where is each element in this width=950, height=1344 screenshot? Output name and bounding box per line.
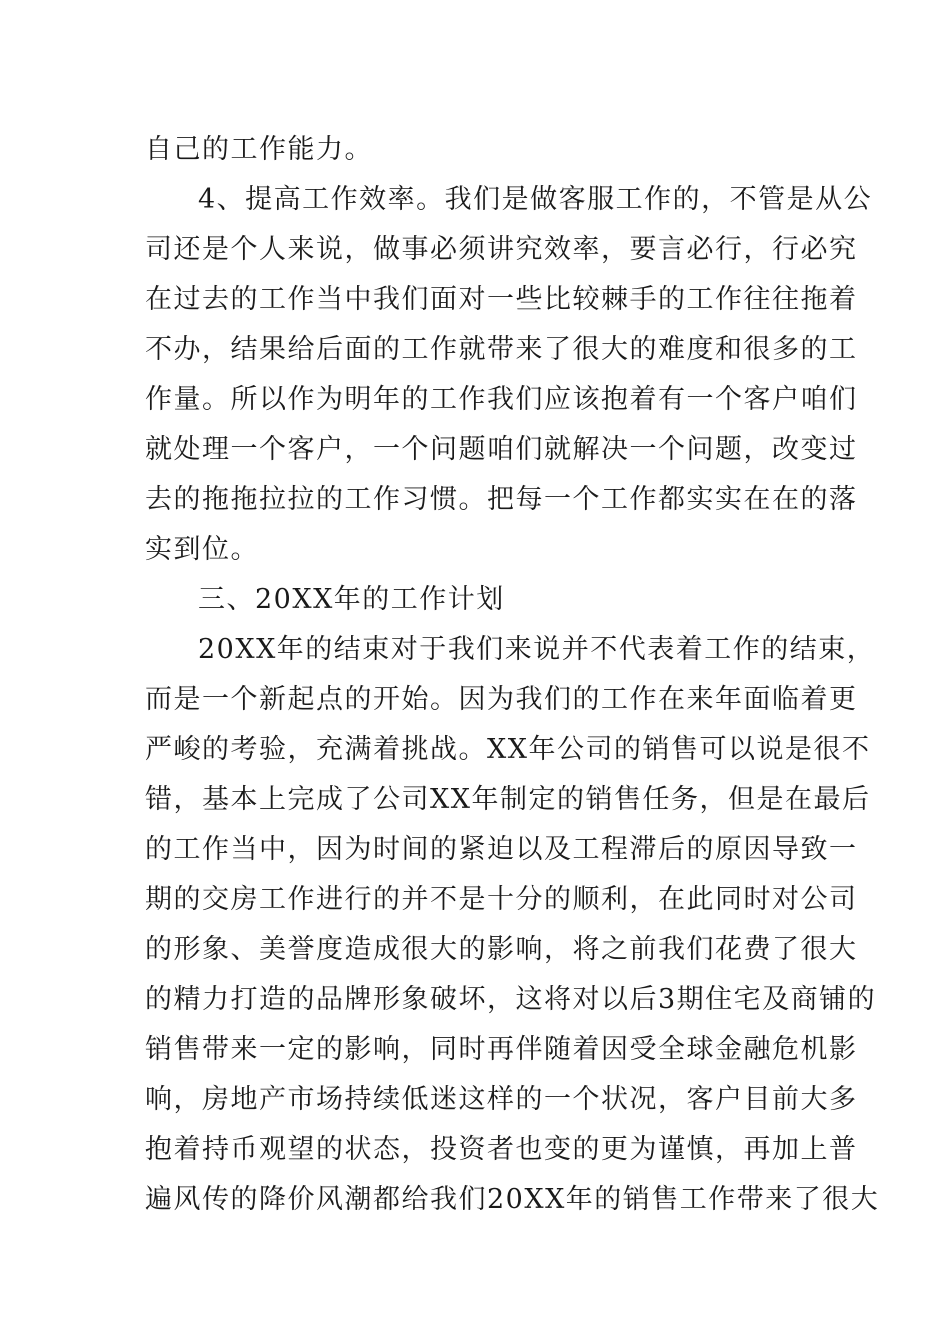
text-line: 响，房地产市场持续低迷这样的一个状况，客户目前大多	[145, 1084, 858, 1115]
text-line: 的精力打造的品牌形象破坏，这将对以后3期住宅及商铺的	[145, 984, 877, 1015]
text-line: 不办，结果给后面的工作就带来了很大的难度和很多的工	[145, 334, 858, 365]
text-line: 司还是个人来说，做事必须讲究效率，要言必行，行必究	[145, 234, 858, 265]
text-line: 错，基本上完成了公司XX年制定的销售任务，但是在最后	[145, 784, 871, 815]
text-line: 的形象、美誉度造成很大的影响，将之前我们花费了很大	[145, 934, 858, 965]
text-line: 自己的工作能力。	[145, 134, 373, 165]
text-line: 严峻的考验，充满着挑战。XX年公司的销售可以说是很不	[145, 734, 871, 765]
text-line: 抱着持币观望的状态，投资者也变的更为谨慎，再加上普	[145, 1134, 858, 1165]
text-line: 20XX年的结束对于我们来说并不代表着工作的结束，	[198, 634, 876, 665]
text-line: 期的交房工作进行的并不是十分的顺利，在此同时对公司	[145, 884, 858, 915]
section-heading: 三、20XX年的工作计划	[198, 584, 505, 615]
text-line: 在过去的工作当中我们面对一些比较棘手的工作往往拖着	[145, 284, 858, 315]
text-line: 遍风传的降价风潮都给我们20XX年的销售工作带来了很大	[145, 1184, 880, 1215]
text-line: 作量。所以作为明年的工作我们应该抱着有一个客户咱们	[145, 384, 858, 415]
text-line: 去的拖拖拉拉的工作习惯。把每一个工作都实实在在的落	[145, 484, 858, 515]
text-line: 就处理一个客户，一个问题咱们就解决一个问题，改变过	[145, 434, 858, 465]
text-line: 实到位。	[145, 534, 259, 565]
text-line: 的工作当中，因为时间的紧迫以及工程滞后的原因导致一	[145, 834, 858, 865]
text-line: 销售带来一定的影响，同时再伴随着因受全球金融危机影	[145, 1034, 858, 1065]
text-line: 4、提高工作效率。我们是做客服工作的，不管是从公	[198, 184, 873, 215]
text-line: 而是一个新起点的开始。因为我们的工作在来年面临着更	[145, 684, 858, 715]
